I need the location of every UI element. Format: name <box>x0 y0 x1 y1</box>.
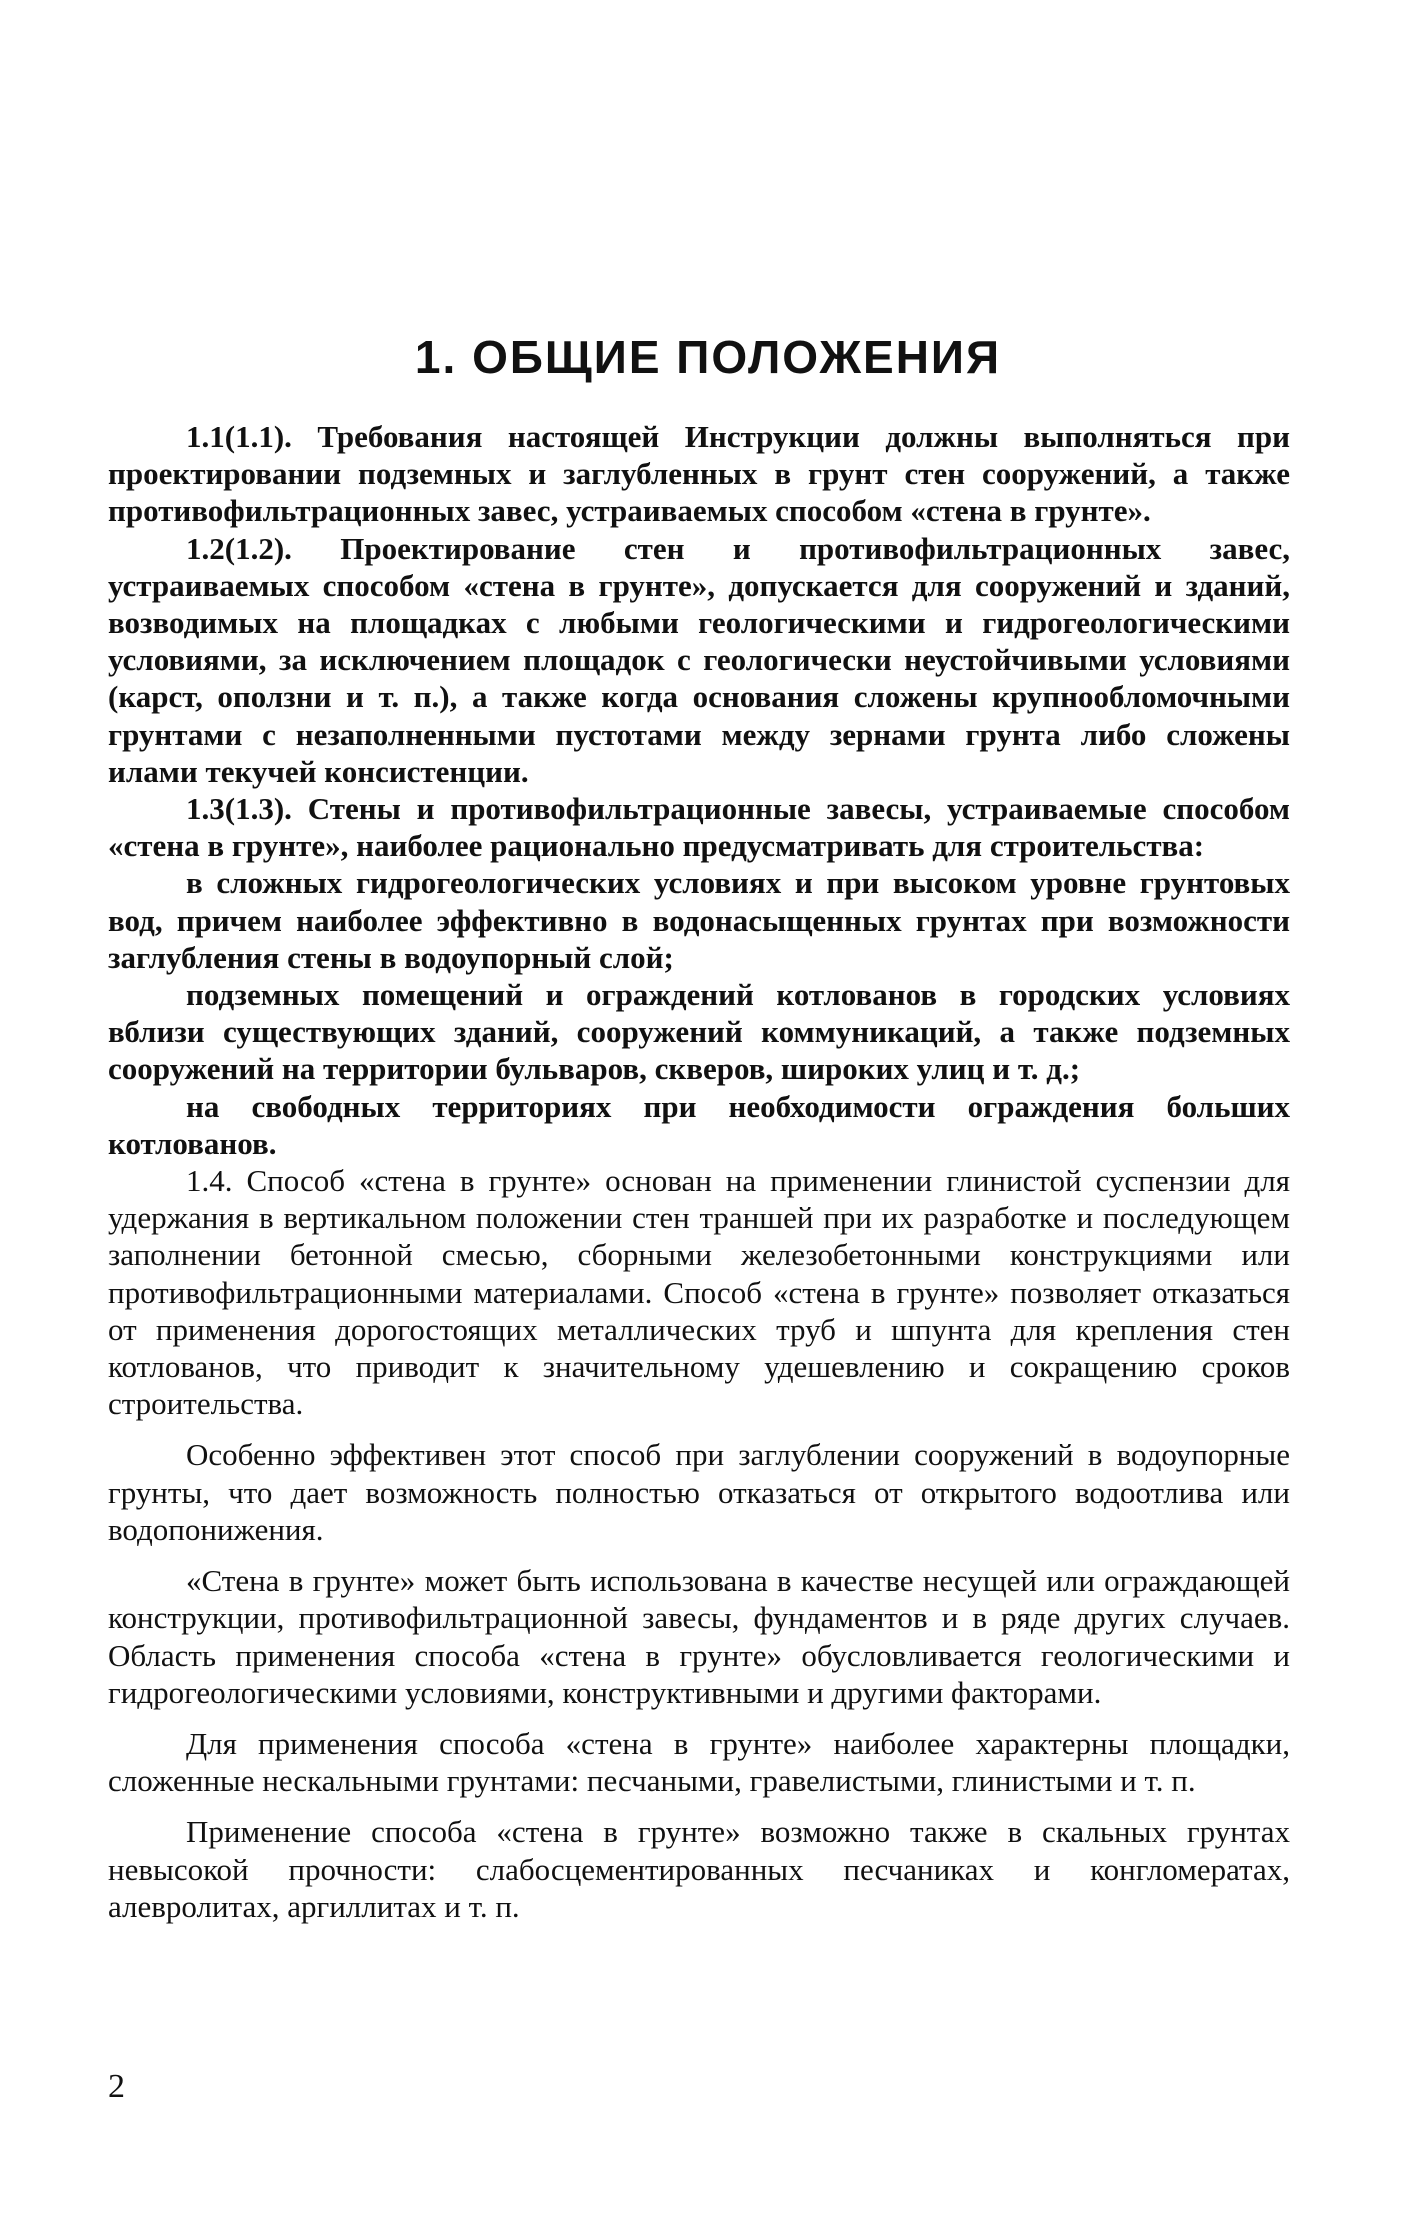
body-text <box>108 418 1290 1925</box>
paragraph-rock-soils: Применение способа «стена в грунте» возможно также в скальных грунтах невысокой прочности: слабосцементированных песчаниках и конгломератах, алевролитах, аргиллитах и т. п. <box>108 1814 1290 1924</box>
paragraph-sites: Для применения способа «стена в грунте» наиболее характерны площадки, сложенные нескальными грунтами: песчаными, гравелистыми, глинистыми и т. п. <box>108 1725 1290 1799</box>
list-item-free-territories: на свободных территориях при необходимости ограждения больших котлованов. <box>108 1088 1290 1161</box>
paragraph-1-1: 1.1(1.1). Требования настоящей Инструкции должны выполняться при проектировании подземных и заглубленных в грунт стен сооружений, а также противофильтрационных завес, устраиваемых способом «стена в грунте». <box>108 419 1290 529</box>
paragraph-1-3: 1.3(1.3). Стены и противофильтрационные завесы, устраиваемые способом «стена в грунте», наиболее рационально предусматривать для строительства: <box>108 791 1290 864</box>
paragraph-usage: «Стена в грунте» может быть использована в качестве несущей или ограждающей конструкции, противофильтрационной завесы, фундаментов и в ряде других случаев. Область применения способа «стена в грунте» обусловливается геологическими и гидрогеологическими условиями, конструктивными и другими факторами. <box>108 1563 1290 1710</box>
paragraph-effectiveness: Особенно эффективен этот способ при заглублении сооружений в водоупорные грунты, что дает возможность полностью отказаться от открытого водоотлива или водопонижения. <box>108 1437 1290 1547</box>
paragraph-1-4: 1.4. Способ «стена в грунте» основан на применении глинистой суспензии для удержания в вертикальном положении стен траншей при их разработке и последующем заполнении бетонной смесью, сборными железобетонными конструкциями или противофильтрационными материалами. Способ «стена в грунте» позволяет отказаться от применения дорогостоящих металлических труб и шпунта для крепления стен котлованов, что приводит к значительному удешевлению и сокращению сроков строительства. <box>108 1163 1290 1422</box>
section-heading: 1. ОБЩИЕ ПОЛОЖЕНИЯ <box>414 331 1002 383</box>
document-page <box>108 0 1308 2228</box>
list-item-underground-premises: подземных помещений и ограждений котлованов в городских условиях вблизи существующих зданий, сооружений коммуникаций, а также подземных сооружений на территории бульваров, скверов, широких улиц и т. д.; <box>108 977 1290 1087</box>
paragraph-1-2: 1.2(1.2). Проектирование стен и противофильтрационных завес, устраиваемых способом «стена в грунте», допускается для сооружений и зданий, возводимых на площадках с любыми геологическими и гидрогеологическими условиями, за исключением площадок с геологически неустойчивыми условиями (карст, оползни и т. п.), а также когда основания сложены крупнообломочными грунтами с незаполненными пустотами между зернами грунта либо сложены илами текучей консистенции. <box>108 530 1290 789</box>
list-item-hydrogeological: в сложных гидрогеологических условиях и при высоком уровне грунтовых вод, причем наиболее эффективно в водонасыщенных грунтах при возможности заглубления стены в водоупорный слой; <box>108 865 1290 975</box>
page-number: 2 <box>108 2068 125 2105</box>
